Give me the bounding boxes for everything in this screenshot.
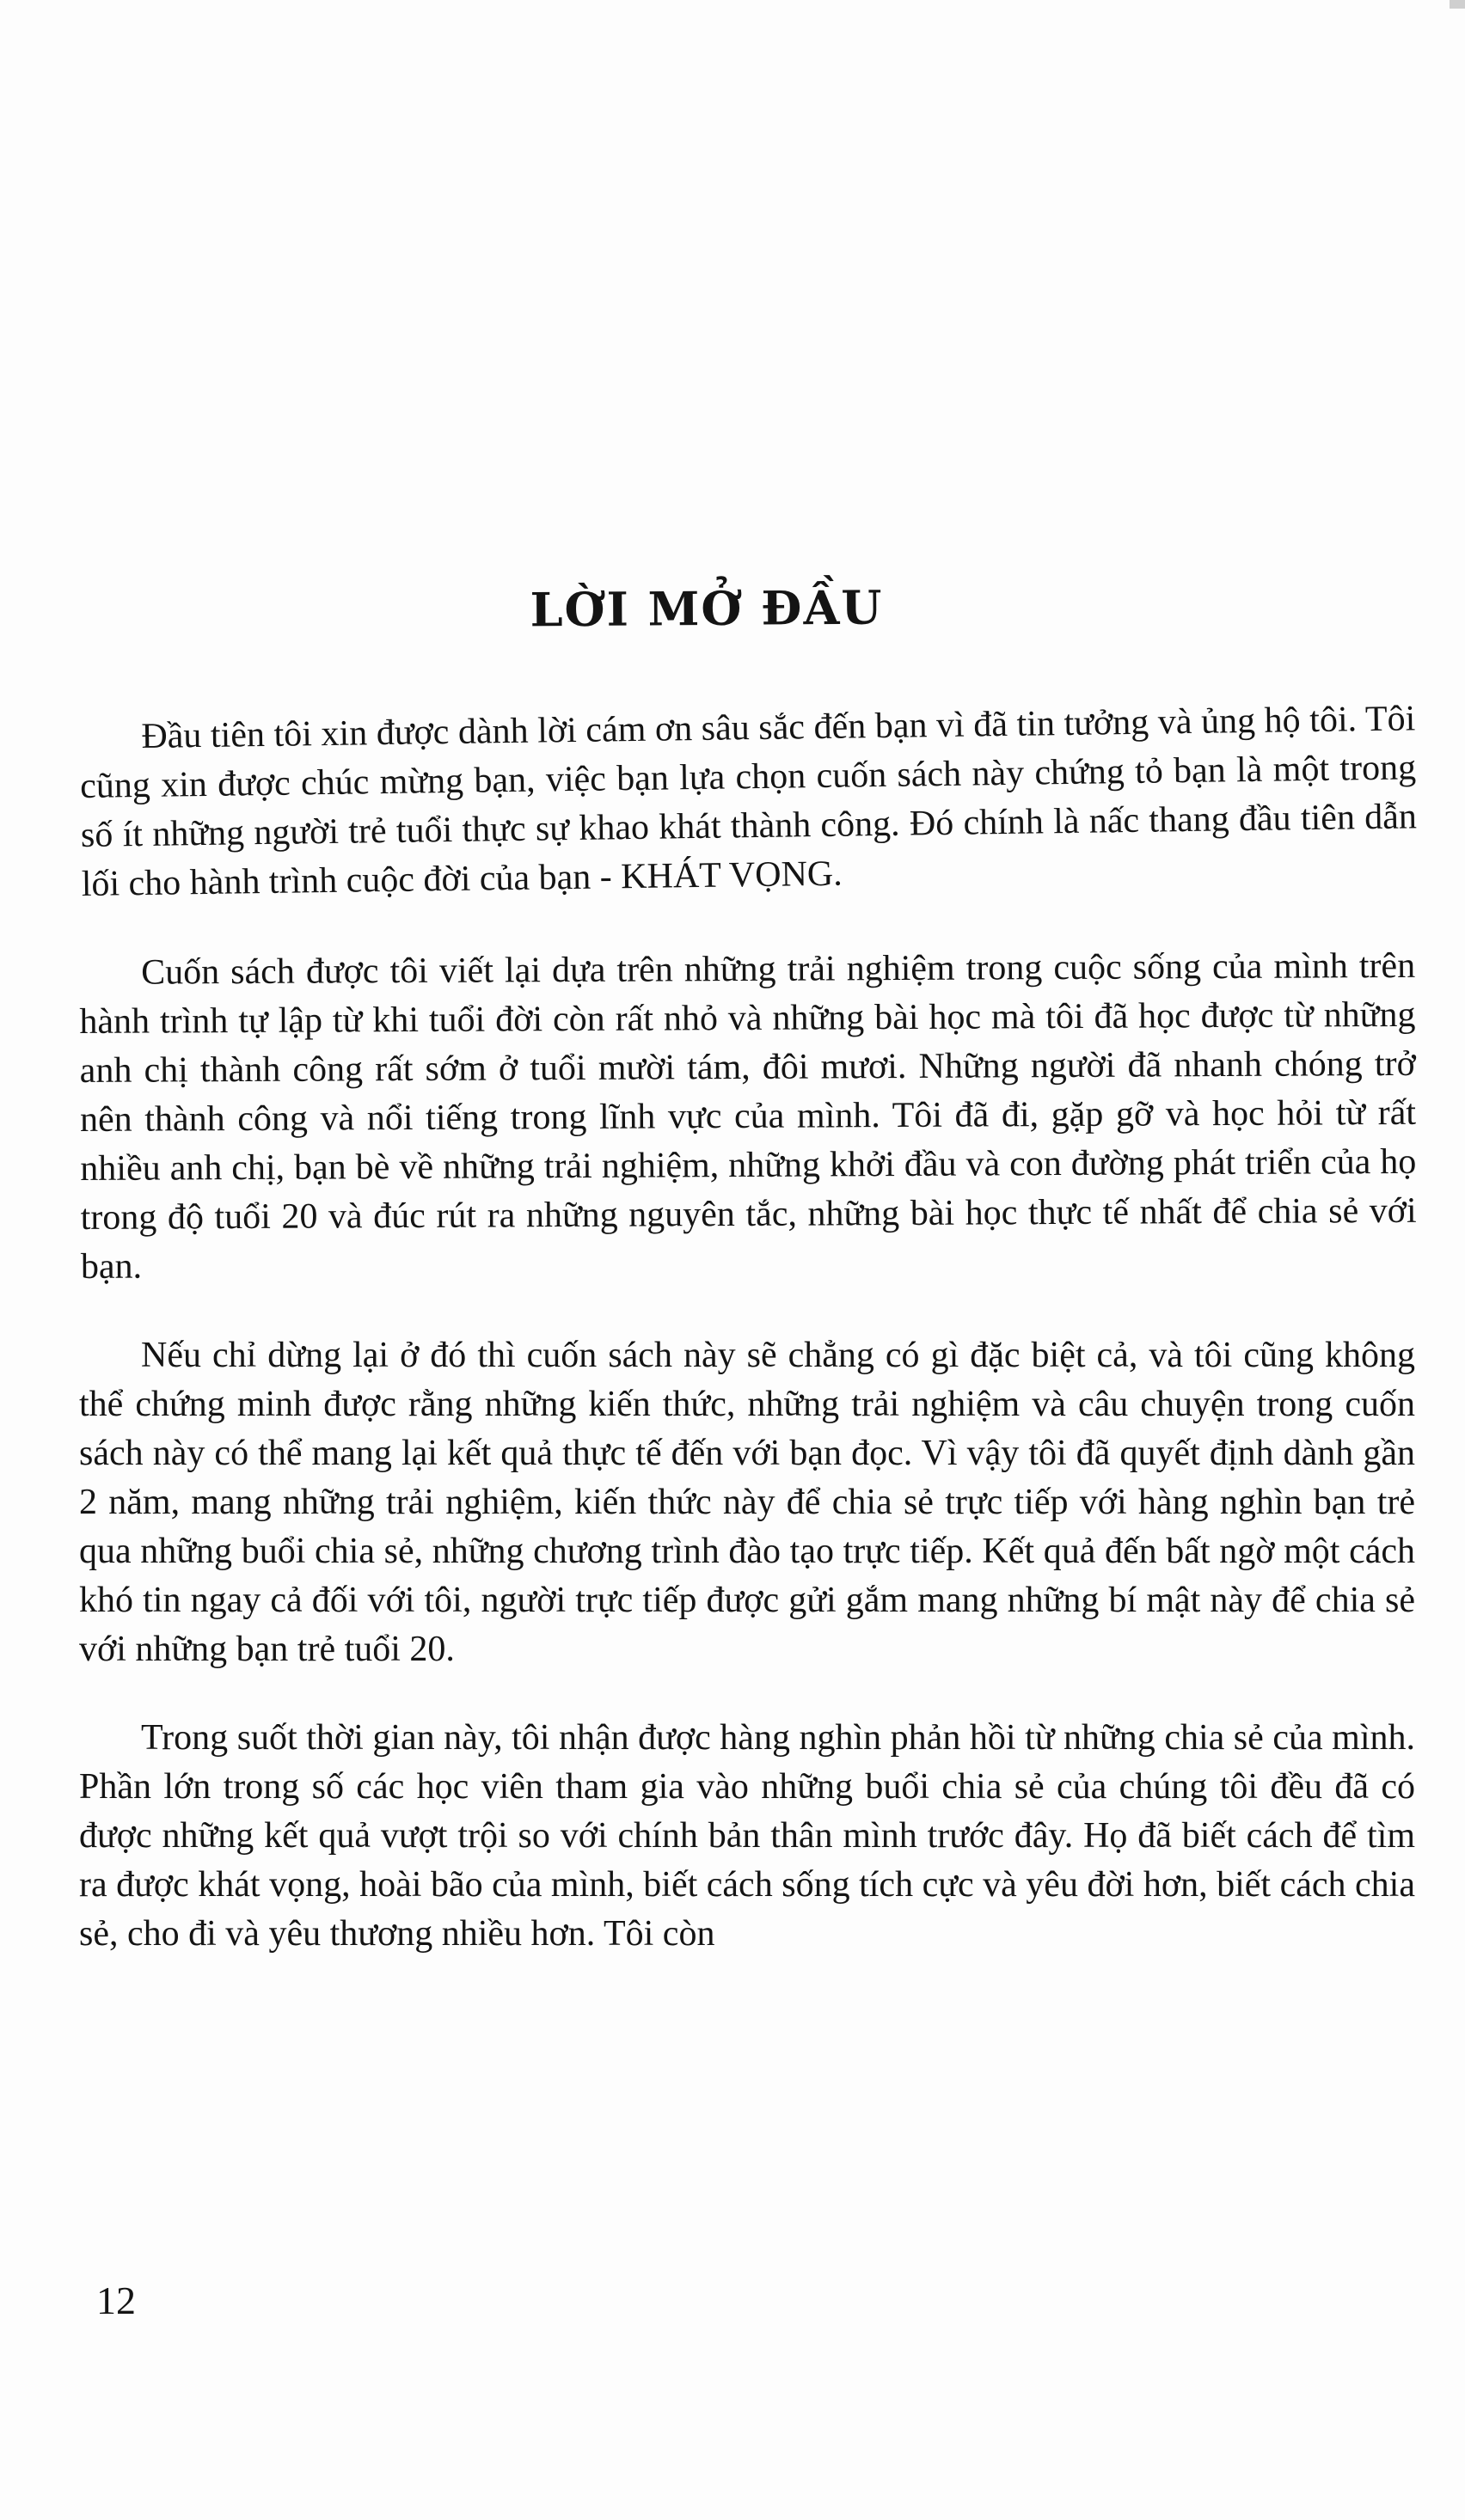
- paragraph-2: Cuốn sách được tôi viết lại dựa trên những trải nghiệm trong cuộc sống của mình trên hành trình tự lập từ khi tuổi đời còn rất nhỏ và những bài học mà tôi đã học được từ những anh chị thành công rất sớm ở tuổi mười tám, đôi mươi. Những người đã nhanh chóng trở nên thành công và nổi tiếng trong lĩnh vực của mình. Tôi đã đi, gặp gỡ và học hỏi từ rất nhiều anh chị, bạn bè về những trải nghiệm, những khởi đầu và con đường phát triển của họ trong độ tuổi 20 và đúc rút ra những nguyên tắc, những bài học thực tế nhất để chia sẻ với bạn.: [79, 945, 1417, 1287]
- paragraph-3: Nếu chỉ dừng lại ở đó thì cuốn sách này sẽ chẳng có gì đặc biệt cả, và tôi cũng không thể chứng minh được rằng những kiến thức, những trải nghiệm và câu chuyện trong cuốn sách này có thể mang lại kết quả thực tế đến với bạn đọc. Vì vậy tôi đã quyết định dành gần 2 năm, mang những trải nghiệm, kiến thức này để chia sẻ trực tiếp với hàng nghìn bạn trẻ qua những buổi chia sẻ, những chương trình đào tạo trực tiếp. Kết quả đến bất ngờ một cách khó tin ngay cả đối với tôi, người trực tiếp được gửi gắm mang những bí mật này để chia sẻ với những bạn trẻ tuổi 20.: [79, 1336, 1415, 1669]
- page-number: 12: [96, 2278, 136, 2322]
- page-title: LỜI MỞ ĐẦU: [530, 579, 884, 638]
- scan-corner-mark: [1450, 0, 1465, 9]
- paragraph-4: Trong suốt thời gian này, tôi nhận được hàng nghìn phản hồi từ những chia sẻ của mình. Phần lớn trong số các học viên tham gia vào những buổi chia sẻ của chúng tôi đều đã có được những kết quả vượt trội so với chính bản thân mình trước đây. Họ đã biết cách để tìm ra được khát vọng, hoài bão của mình, biết cách sống tích cực và yêu đời hơn, biết cách chia sẻ, cho đi và yêu thương nhiều hơn. Tôi còn: [79, 1718, 1415, 1954]
- paragraph-1: Đầu tiên tôi xin được dành lời cám ơn sâu sắc đến bạn vì đã tin tưởng và ủng hộ tôi. Tôi cũng xin được chúc mừng bạn, việc bạn lựa chọn cuốn sách này chứng tỏ bạn là một trong số ít những người trẻ tuổi thực sự khao khát thành công. Đó chính là nấc thang đầu tiên dẫn lối cho hành trình cuộc đời của bạn - KHÁT VỌNG.: [79, 699, 1418, 904]
- body-text: [79, 699, 1418, 1998]
